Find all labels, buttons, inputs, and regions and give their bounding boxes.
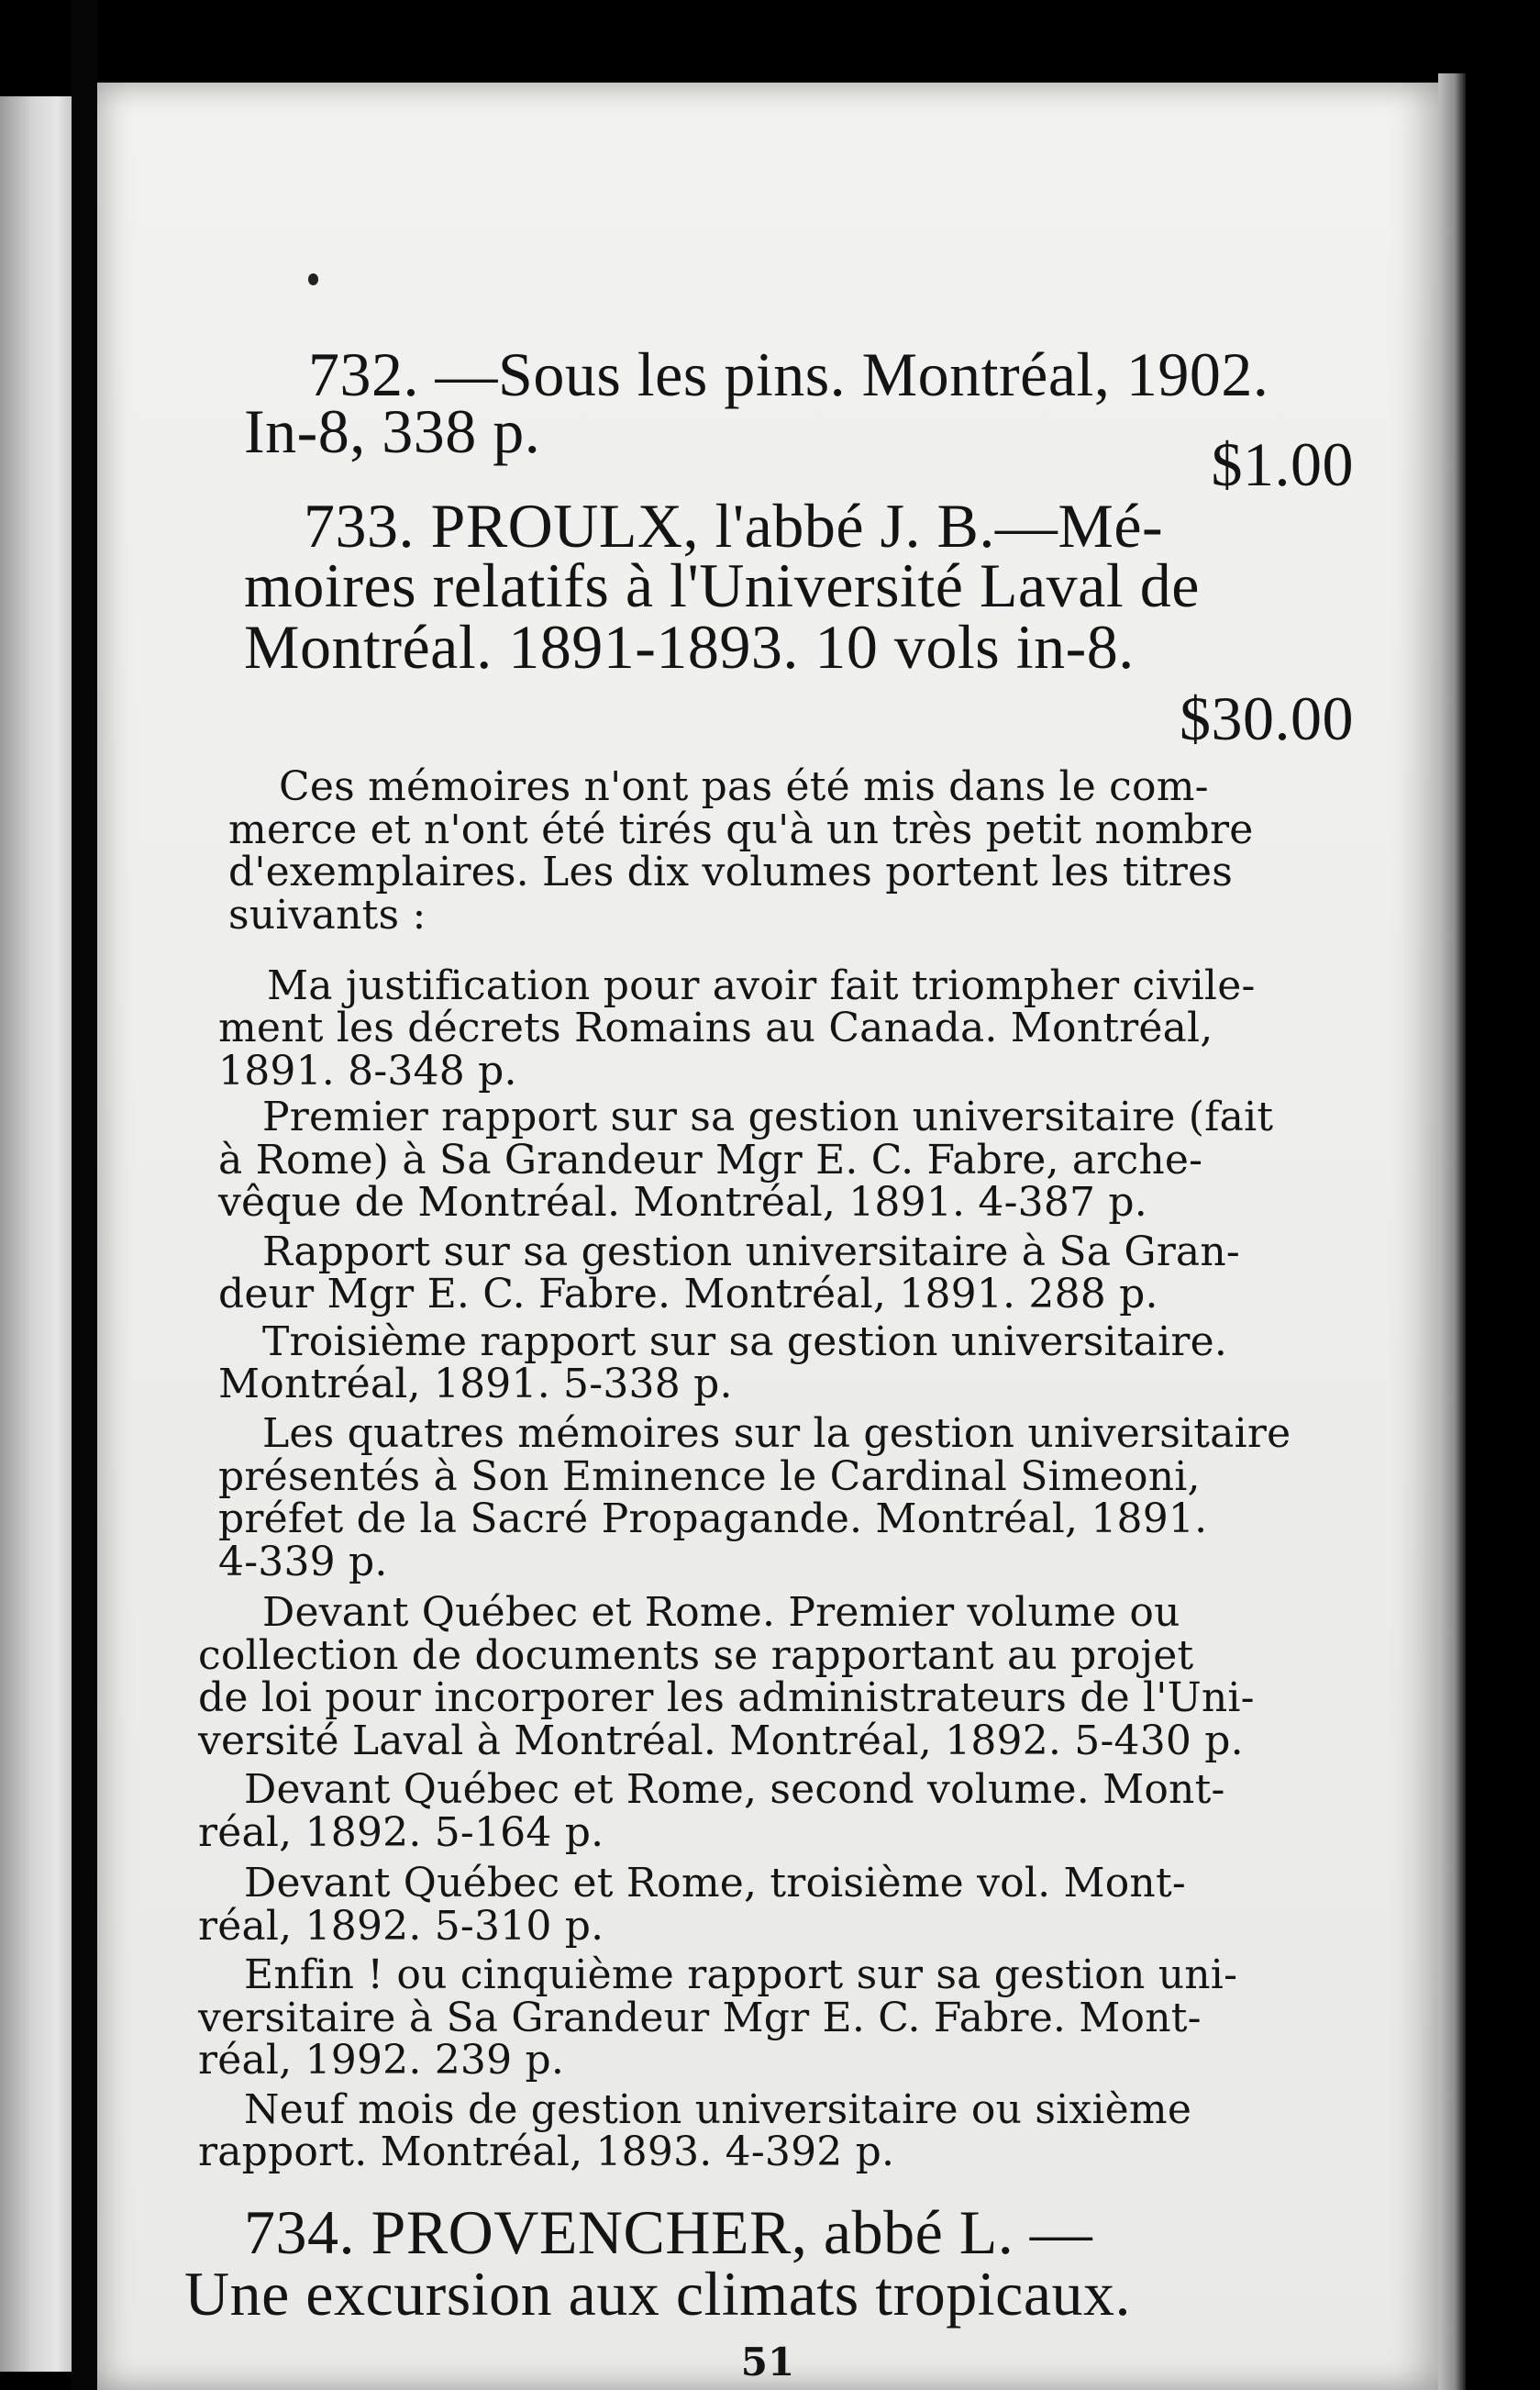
entry-733-line-2: moires relatifs à l'Université Laval de bbox=[244, 550, 1200, 620]
title-line-14: 4-339 p. bbox=[218, 1539, 388, 1585]
title-line-20: réal, 1892. 5-164 p. bbox=[198, 1809, 604, 1856]
entry-732-line-2: In-8, 338 p. bbox=[244, 396, 541, 466]
bullet-mark bbox=[308, 273, 318, 285]
entry-733-price: $30.00 bbox=[1180, 684, 1354, 753]
title-line-16: collection de documents se rapportant au projet bbox=[198, 1632, 1194, 1679]
title-line-4: Premier rapport sur sa gestion universitaire (fait bbox=[262, 1094, 1274, 1140]
title-line-3: 1891. 8-348 p. bbox=[218, 1048, 517, 1095]
note-line-2: merce et n'ont été tirés qu'à un très petit nombre bbox=[228, 806, 1254, 853]
title-line-24: versitaire à Sa Grandeur Mgr E. C. Fabre. Mont- bbox=[198, 1995, 1202, 2041]
title-line-2: ment les décrets Romains au Canada. Montréal, bbox=[218, 1005, 1213, 1051]
book-page bbox=[97, 83, 1438, 2390]
title-line-25: réal, 1992. 239 p. bbox=[198, 2037, 565, 2084]
title-line-15: Devant Québec et Rome. Premier volume ou bbox=[262, 1589, 1180, 1636]
title-line-23: Enfin ! ou cinquième rapport sur sa gestion uni- bbox=[244, 1951, 1238, 1998]
title-line-11: Les quatres mémoires sur la gestion universitaire bbox=[262, 1410, 1291, 1457]
title-line-21: Devant Québec et Rome, troisième vol. Mont- bbox=[244, 1860, 1186, 1906]
title-line-7: Rapport sur sa gestion universitaire à Sa Gran- bbox=[262, 1228, 1240, 1275]
title-line-22: réal, 1892. 5-310 p. bbox=[198, 1903, 604, 1950]
note-line-1: Ces mémoires n'ont pas été mis dans le com- bbox=[279, 763, 1209, 810]
title-line-8: deur Mgr E. C. Fabre. Montréal, 1891. 288 p. bbox=[218, 1271, 1158, 1317]
title-line-27: rapport. Montréal, 1893. 4-392 p. bbox=[198, 2129, 895, 2175]
entry-733-line-3: Montréal. 1891-1893. 10 vols in-8. bbox=[244, 612, 1135, 682]
right-page-edge bbox=[1438, 73, 1466, 2390]
page-number: 51 bbox=[740, 2340, 795, 2384]
title-line-1: Ma justification pour avoir fait triompher civile- bbox=[267, 962, 1256, 1009]
page-gutter bbox=[72, 0, 97, 2390]
title-line-12: présentés à Son Eminence le Cardinal Simeoni, bbox=[218, 1453, 1201, 1500]
title-line-13: préfet de la Sacré Propagande. Montréal, 1891. bbox=[218, 1495, 1208, 1542]
entry-734-line-1: 734. PROVENCHER, abbé L. — bbox=[244, 2197, 1093, 2267]
entry-734-line-2: Une excursion aux climats tropicaux. bbox=[184, 2259, 1132, 2329]
entry-732-price: $1.00 bbox=[1211, 429, 1354, 499]
entry-732-line-1: 732. —Sous les pins. Montréal, 1902. bbox=[308, 339, 1269, 409]
title-line-19: Devant Québec et Rome, second volume. Mont- bbox=[244, 1766, 1225, 1813]
title-line-9: Troisième rapport sur sa gestion universitaire. bbox=[262, 1318, 1228, 1365]
note-line-3: d'exemplaires. Les dix volumes portent les titres bbox=[228, 849, 1233, 895]
left-page-edge bbox=[0, 96, 72, 2372]
title-line-6: vêque de Montréal. Montréal, 1891. 4-387 p. bbox=[218, 1179, 1147, 1226]
title-line-17: de loi pour incorporer les administrateurs de l'Uni- bbox=[198, 1674, 1255, 1721]
title-line-5: à Rome) à Sa Grandeur Mgr E. C. Fabre, arche- bbox=[218, 1137, 1203, 1184]
entry-733-line-1: 733. PROULX, l'abbé J. B.—Mé- bbox=[304, 491, 1164, 561]
title-line-26: Neuf mois de gestion universitaire ou sixième bbox=[244, 2086, 1192, 2133]
note-line-4: suivants : bbox=[228, 892, 427, 939]
title-line-10: Montréal, 1891. 5-338 p. bbox=[218, 1361, 733, 1407]
title-line-18: versité Laval à Montréal. Montréal, 1892. 5-430 p. bbox=[198, 1717, 1244, 1764]
